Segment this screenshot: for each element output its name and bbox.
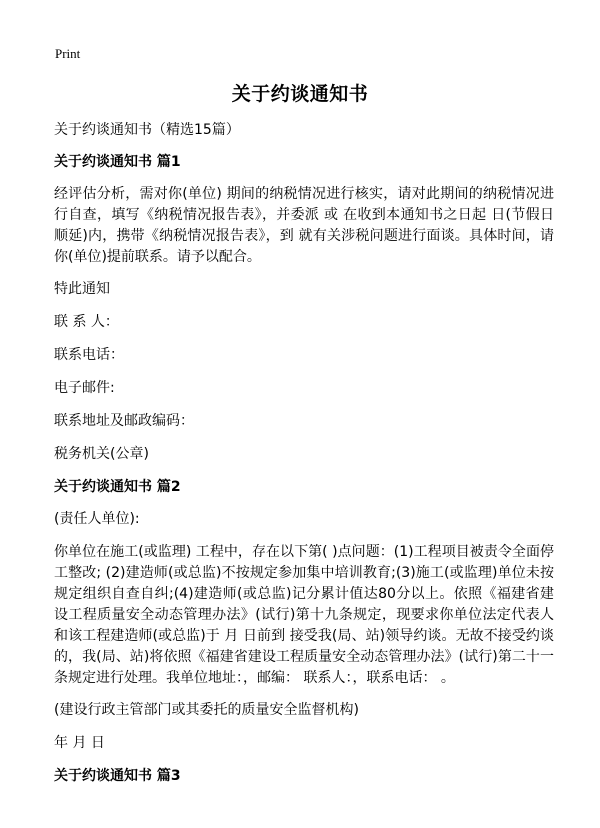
section-2-signature: (建设行政主管部门或其委托的质量安全监督机构) <box>54 702 359 718</box>
section-2-date: 年 月 日 <box>54 735 105 751</box>
print-label: Print <box>55 46 81 61</box>
document-body <box>54 120 554 798</box>
tax-authority-seal: 税务机关(公章) <box>54 446 149 462</box>
section-heading-3: 关于约谈通知书 篇3 <box>54 768 181 784</box>
section-heading-1: 关于约谈通知书 篇1 <box>54 154 181 170</box>
document-subtitle: 关于约谈通知书（精选15篇） <box>54 122 240 138</box>
email-field: 电子邮件: <box>54 380 115 396</box>
contact-phone-field: 联系电话： <box>54 347 124 363</box>
section-1-paragraph: 经评估分析，需对你(单位) 期间的纳税情况进行核实，请对此期间的纳税情况进行自查，填写《纳税情况报告表》，并委派 或 在收到本通知书之日起 日(节假日顺延)内，携带《纳税情况报告表》，到 就有关涉税问题进行面谈。具体时间，请你(单位)提前联系。请予以配合。 <box>54 186 554 265</box>
section-2-paragraph: 你单位在施工(或监理) 工程中，存在以下第( )点问题：(1)工程项目被责令全面停工整改; (2)建造师(或总监)不按规定参加集中培训教育;(3)施工(或监理)单位未按规定组织自查自纠;(4)建造师(或总监)记分累计值达80分以上。依照《福建省建设工程质量安全动态管理办法》(试行)第十九条规定，现要求你单位法定代表人和该工程建造师(或总监)于 月 日前到 接受我(局、站)领导约谈。无故不接受约谈的，我(局、站)将依照《福建省建设工程质量安全动态管理办法》(试行)第二十一条规定进行处理。我单位地址：，邮编： 联系人：，联系电话： 。 <box>54 544 554 686</box>
page-title: 关于约谈通知书 <box>231 83 369 105</box>
address-postcode-field: 联系地址及邮政编码： <box>54 413 194 429</box>
contact-person-field: 联 系 人： <box>54 314 119 330</box>
section-heading-2: 关于约谈通知书 篇2 <box>54 479 181 495</box>
notice-closing: 特此通知 <box>54 281 110 297</box>
section-2-addressee: (责任人单位): <box>54 511 140 527</box>
